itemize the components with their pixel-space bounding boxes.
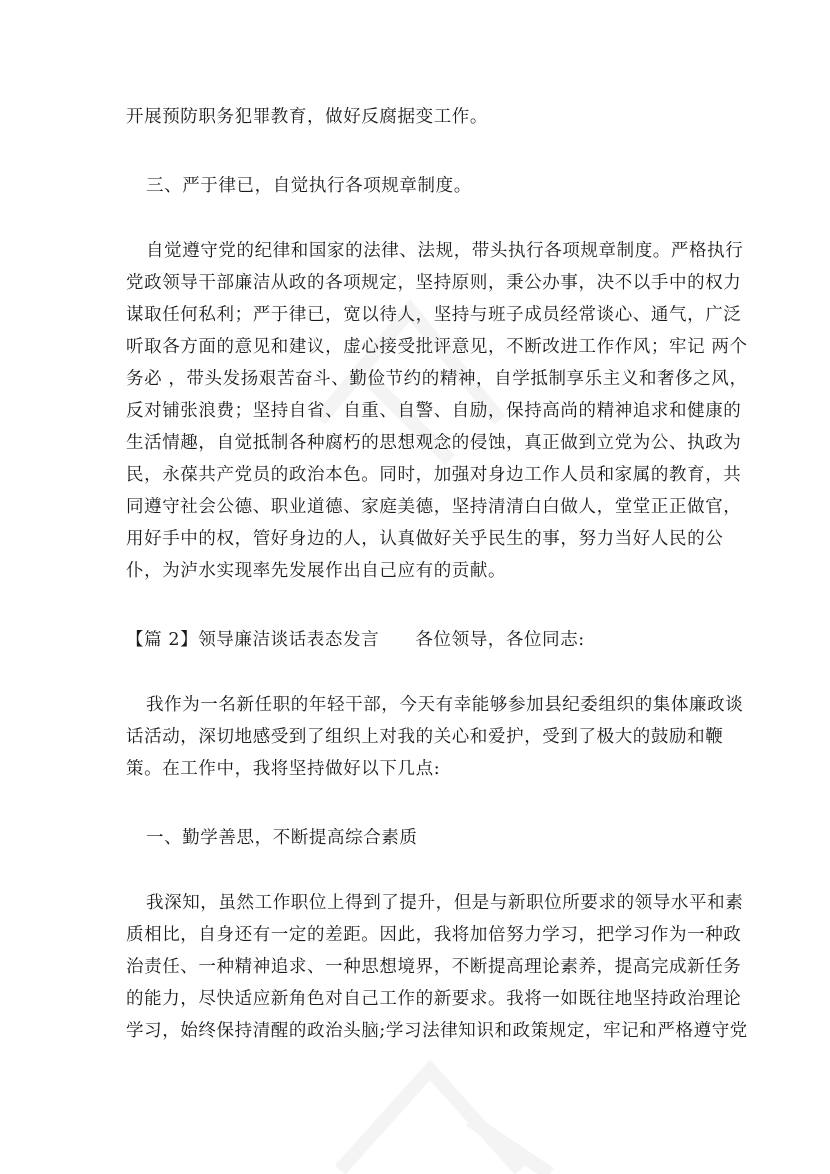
section-heading: 三、严于律已，自觉执行各项规章制度。	[146, 176, 472, 196]
text-line: 生活情趣，自觉抵制各种腐朽的思想观念的侵蚀，真正做到立党为公、执政为	[126, 433, 742, 453]
text-line: 听取各方面的意见和建议，虚心接受批评意见，不断改进工作作风；牢记 两个	[126, 337, 748, 357]
watermark-icon-bottom	[320, 1060, 580, 1174]
text-line: 质相比，自身还有一定的差距。因此，我将加倍努力学习，把学习作为一种政	[126, 925, 742, 945]
article-title: 【篇 2】领导廉洁谈话表态发言 各位领导，各位同志:	[126, 630, 585, 650]
text-line: 策。在工作中，我将坚持做好以下几点:	[126, 759, 441, 779]
text-line: 学习，始终保持清醒的政治头脑;学习法律知识和政策规定，牢记和严格遵守党	[126, 1021, 748, 1041]
text-line: 仆，为泸水实现率先发展作出自己应有的贡献。	[126, 561, 507, 581]
text-line: 自觉遵守党的纪律和国家的法律、法规，带头执行各项规章制度。严格执行	[146, 241, 744, 261]
text-line: 开展预防职务犯罪教育，做好反腐据变工作。	[126, 107, 488, 127]
text-line: 话活动，深切地感受到了组织上对我的关心和爱护，受到了极大的鼓励和鞭	[126, 727, 724, 747]
text-line: 治责任、一种精神追求、一种思想境界，不断提高理论素养，提高完成新任务	[126, 957, 742, 977]
text-line: 我深知，虽然工作职位上得到了提升，但是与新职位所要求的领导水平和素	[146, 893, 744, 913]
text-line: 用好手中的权，管好身边的人，认真做好关乎民生的事，努力当好人民的公	[126, 529, 724, 549]
text-line: 民，永葆共产党员的政治本色。同时，加强对身边工作人员和家属的教育，共	[126, 465, 742, 485]
section-heading: 一、勤学善思，不断提高综合素质	[146, 828, 418, 848]
text-line: 党政领导干部廉洁从政的各项规定，坚持原则，秉公办事，决不以手中的权力	[126, 273, 742, 293]
text-line: 我作为一名新任职的年轻干部，今天有幸能够参加县纪委组织的集体廉政谈	[146, 695, 744, 715]
text-line: 的能力，尽快适应新角色对自己工作的新要求。我将一如既往地坚持政治理论	[126, 989, 742, 1009]
text-line: 谋取任何私利；严于律已，宽以待人，坚持与班子成员经常谈心、通气，广泛	[126, 305, 742, 325]
text-line: 反对铺张浪费；坚持自省、自重、自警、自励，保持高尚的精神追求和健康的	[126, 401, 742, 421]
text-line: 务必 ，带头发扬艰苦奋斗、勤俭节约的精神，自学抵制享乐主义和奢侈之风，	[126, 369, 748, 389]
text-line: 同遵守社会公德、职业道德、家庭美德，坚持清清白白做人，堂堂正正做官，	[126, 497, 742, 517]
